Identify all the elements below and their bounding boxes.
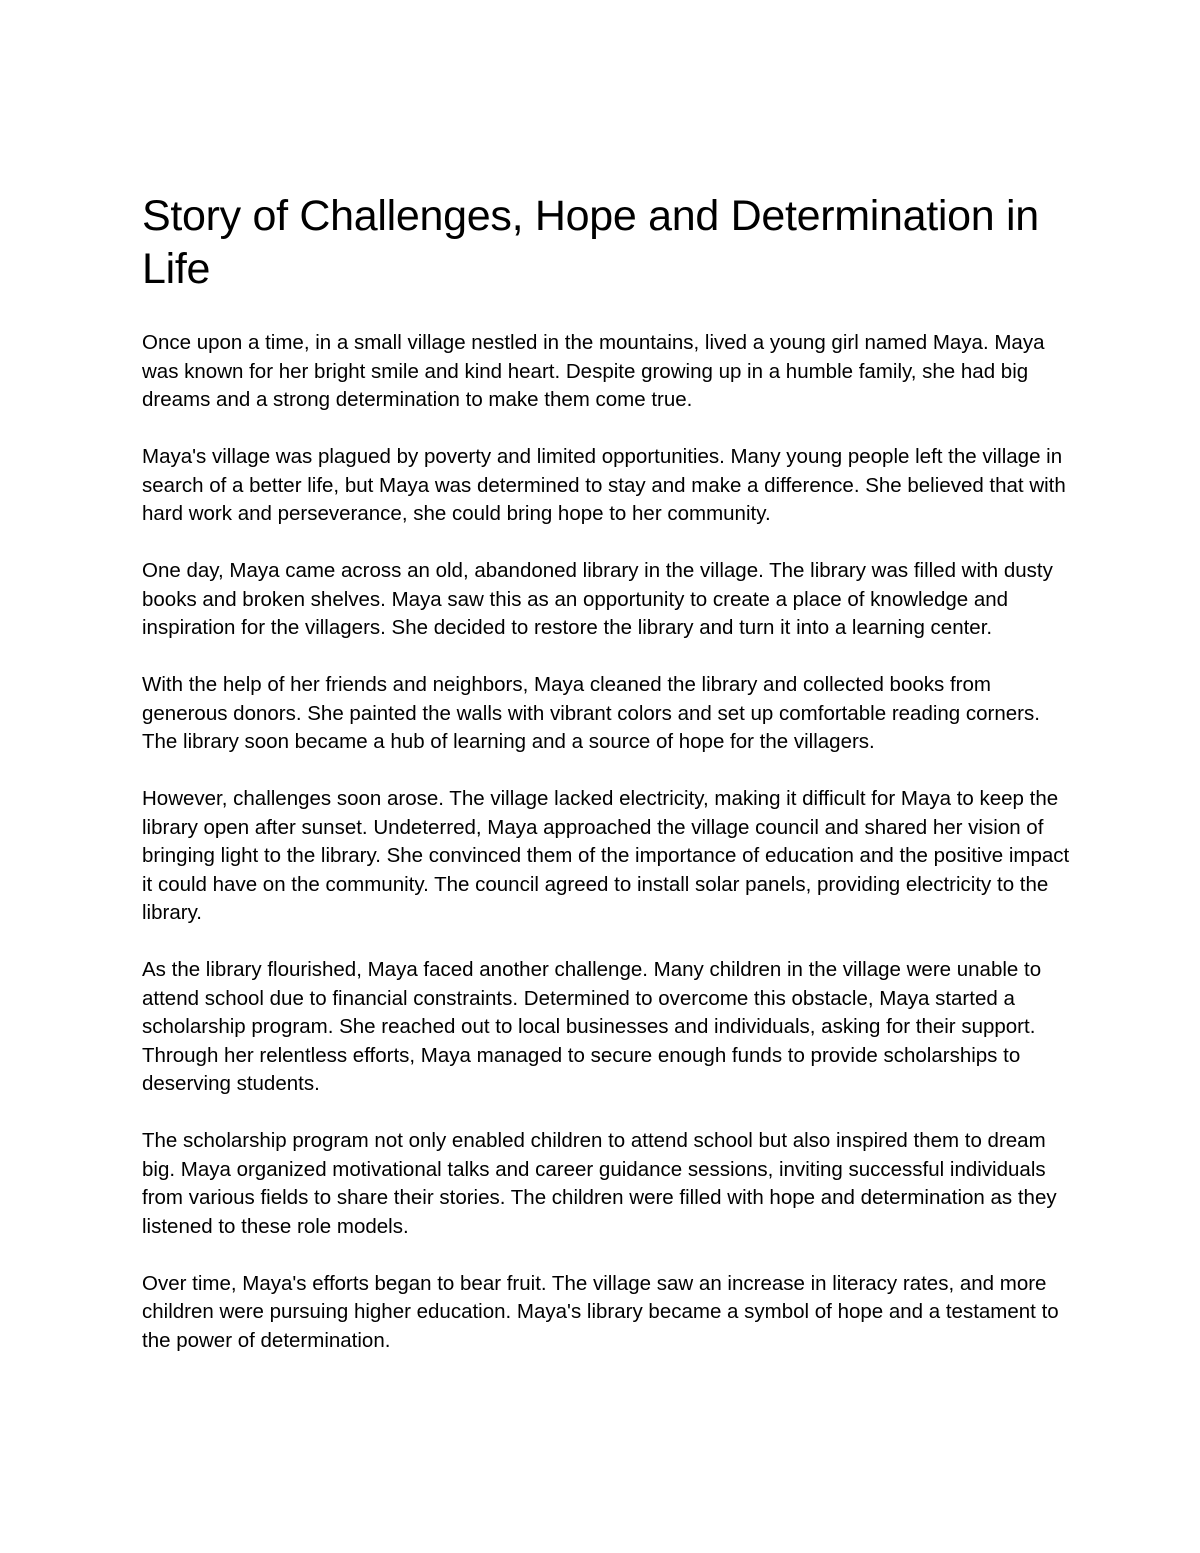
paragraph: With the help of her friends and neighbors, Maya cleaned the library and collected books from generous donors. She painted the walls with vibrant colors and set up comfortable reading corners. The library soon became a hub of learning and a source of hope for the villagers.: [142, 673, 1040, 753]
paragraph: As the library flourished, Maya faced another challenge. Many children in the village were unable to attend school due to financial constraints. Determined to overcome this obstacle, Maya started a scholarship program. She reached out to local businesses and individuals, asking for their support. Through her relentless efforts, Maya managed to secure enough funds to provide scholarships to deserving students.: [142, 958, 1042, 1095]
paragraph: Maya's village was plagued by poverty and limited opportunities. Many young people left the village in search of a better life, but Maya was determined to stay and make a difference. She believed that with hard work and perseverance, she could bring hope to her community.: [142, 445, 1066, 525]
paragraph: However, challenges soon arose. The village lacked electricity, making it difficult for Maya to keep the library open after sunset. Undeterred, Maya approached the village council and shared her vision of bringing light to the library. She convinced them of the importance of education and the positive impact it could have on the community. The council agreed to install solar panels, providing electricity to the library.: [142, 787, 1070, 924]
document-title: Story of Challenges, Hope and Determination in Life: [142, 192, 1039, 293]
paragraph: Over time, Maya's efforts began to bear fruit. The village saw an increase in literacy rates, and more children were pursuing higher education. Maya's library became a symbol of hope and a testament to the power of determination.: [142, 1271, 1059, 1352]
paragraph: The scholarship program not only enabled children to attend school but also inspired them to dream big. Maya organized motivational talks and career guidance sessions, inviting successful individuals from various fields to share their stories. The children were filled with hope and determination as they listened to these role models.: [142, 1129, 1057, 1238]
paragraph: Once upon a time, in a small village nestled in the mountains, lived a young girl named Maya. Maya was known for her bright smile and kind heart. Despite growing up in a humble family, she had big dreams and a strong determination to make them come true.: [142, 331, 1045, 411]
paragraph: One day, Maya came across an old, abandoned library in the village. The library was filled with dusty books and broken shelves. Maya saw this as an opportunity to create a place of knowledge and inspiration for the villagers. She decided to restore the library and turn it into a learning center.: [142, 559, 1053, 639]
document-body: [142, 190, 1072, 1384]
